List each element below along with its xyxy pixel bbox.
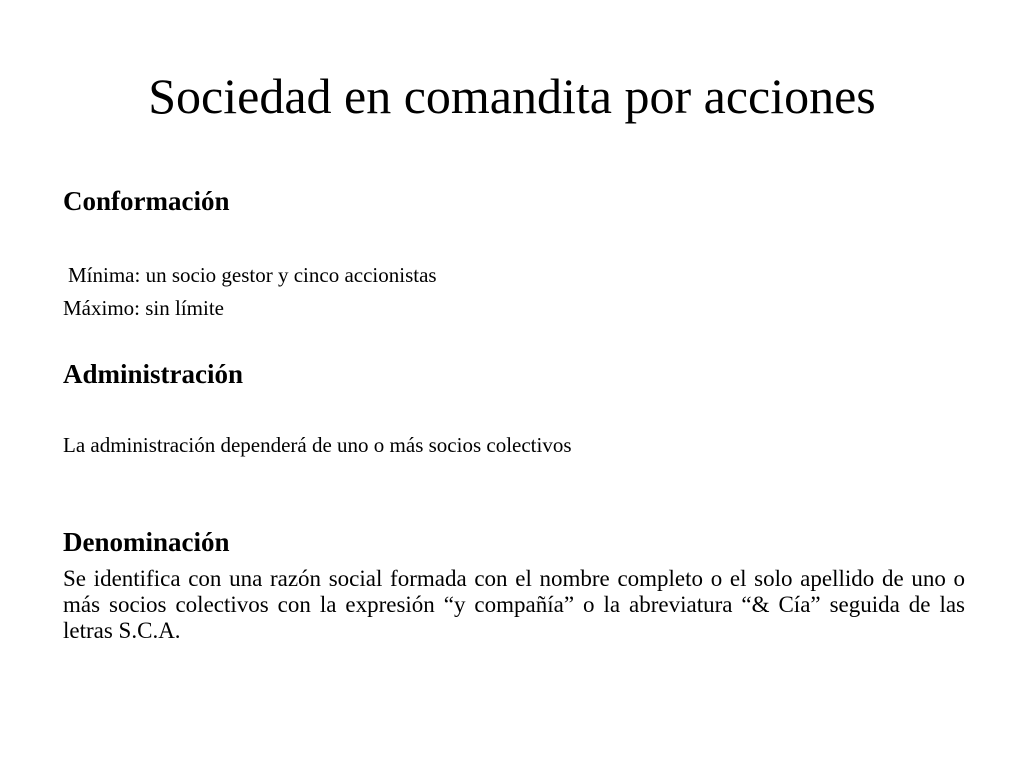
denominacion-paragraph: Se identifica con una razón social formada con el nombre completo o el solo apellido de uno o más socios colectivos con la expresión “y compañía” o la abreviatura “& Cía” seguida de las letras S.C.A. bbox=[63, 566, 965, 643]
section-heading-administracion: Administración bbox=[63, 359, 244, 389]
section-heading-conformacion: Conformación bbox=[63, 186, 230, 216]
conformacion-minimum-text: Mínima: un socio gestor y cinco accionistas bbox=[68, 263, 437, 287]
section-heading-denominacion: Denominación bbox=[63, 527, 230, 557]
conformacion-maximum-text: Máximo: sin límite bbox=[63, 296, 224, 320]
slide-title: Sociedad en comandita por acciones bbox=[148, 68, 876, 124]
administracion-text: La administración dependerá de uno o más socios colectivos bbox=[63, 433, 572, 457]
